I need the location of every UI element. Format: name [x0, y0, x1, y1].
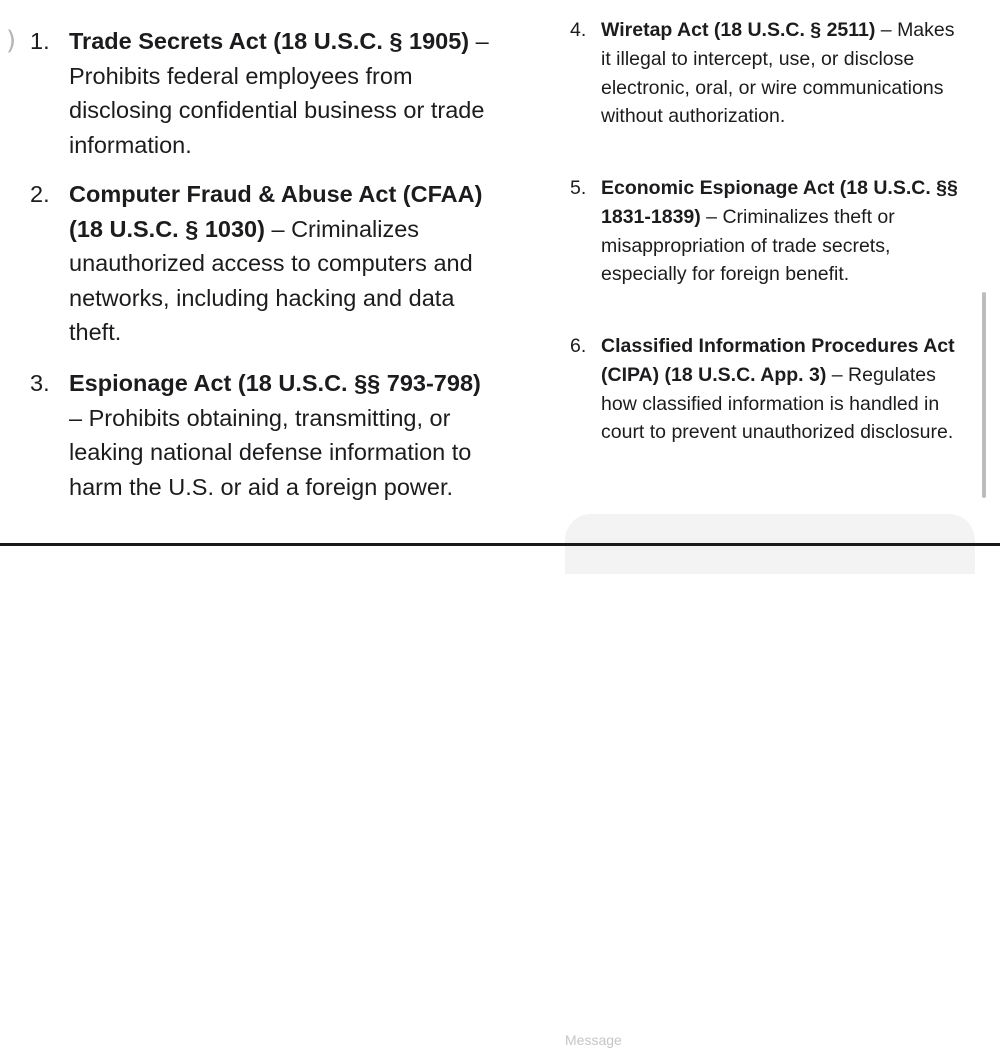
item-text [69, 177, 500, 350]
item-description: Makes it illegal to intercept, use, or disclose electronic, oral, or wire communications without authorization. [601, 19, 955, 128]
left-column [0, 0, 548, 546]
item-title: Computer Fraud & Abuse Act (CFAA) (18 U.S.C. § 1030) [69, 181, 483, 242]
list-item-3 [30, 366, 500, 538]
item-title: Economic Espionage Act (18 U.S.C. §§ 1831-1839) [601, 177, 958, 228]
item-title: Wiretap Act (18 U.S.C. § 2511) [601, 19, 876, 41]
item-text [69, 366, 500, 504]
item-separator: – [469, 28, 489, 54]
list-item-4 [570, 16, 965, 161]
composer-placeholder: Message [565, 1032, 622, 1048]
item-description: Criminalizes theft or misappropriation of trade secrets, especially for foreign benefit. [601, 205, 895, 286]
list-item-5 [570, 174, 965, 319]
item-number: 5. [570, 177, 587, 199]
item-number: 1. [30, 28, 50, 54]
right-column [568, 0, 968, 546]
item-number: 4. [570, 19, 587, 41]
item-separator: – [264, 215, 292, 242]
item-number: 3. [30, 370, 50, 396]
list-item-1 [30, 24, 500, 160]
item-text [601, 174, 965, 289]
item-description: Prohibits obtaining, transmitting, or leaking national defense information to harm the U.S. or aid a foreign power. [69, 404, 472, 500]
list-item-6 [570, 332, 965, 477]
item-separator: – [69, 404, 89, 431]
item-description: Criminalizes unauthorized access to computers and networks, including hacking and data theft. [69, 215, 473, 345]
item-description: Prohibits federal employees from disclosing confidential business or trade information. [69, 62, 485, 158]
item-separator: – [700, 205, 723, 228]
edge-parenthesis: ) [6, 26, 17, 56]
item-text [601, 16, 965, 131]
list-item-2 [30, 177, 500, 349]
item-text [69, 24, 500, 162]
item-title: Classified Information Procedures Act (CIPA) (18 U.S.C. App. 3) [601, 335, 955, 386]
item-title: Espionage Act (18 U.S.C. §§ 793-798) [69, 370, 481, 396]
item-number: 6. [570, 335, 587, 357]
item-separator: – [875, 19, 898, 41]
item-title: Trade Secrets Act (18 U.S.C. § 1905) [69, 28, 470, 54]
item-number: 2. [30, 181, 50, 207]
item-description: Regulates how classified information is handled in court to prevent unauthorized disclosure. [601, 363, 954, 444]
item-text [601, 332, 965, 447]
scrollbar[interactable] [982, 292, 986, 498]
item-separator: – [826, 363, 849, 386]
